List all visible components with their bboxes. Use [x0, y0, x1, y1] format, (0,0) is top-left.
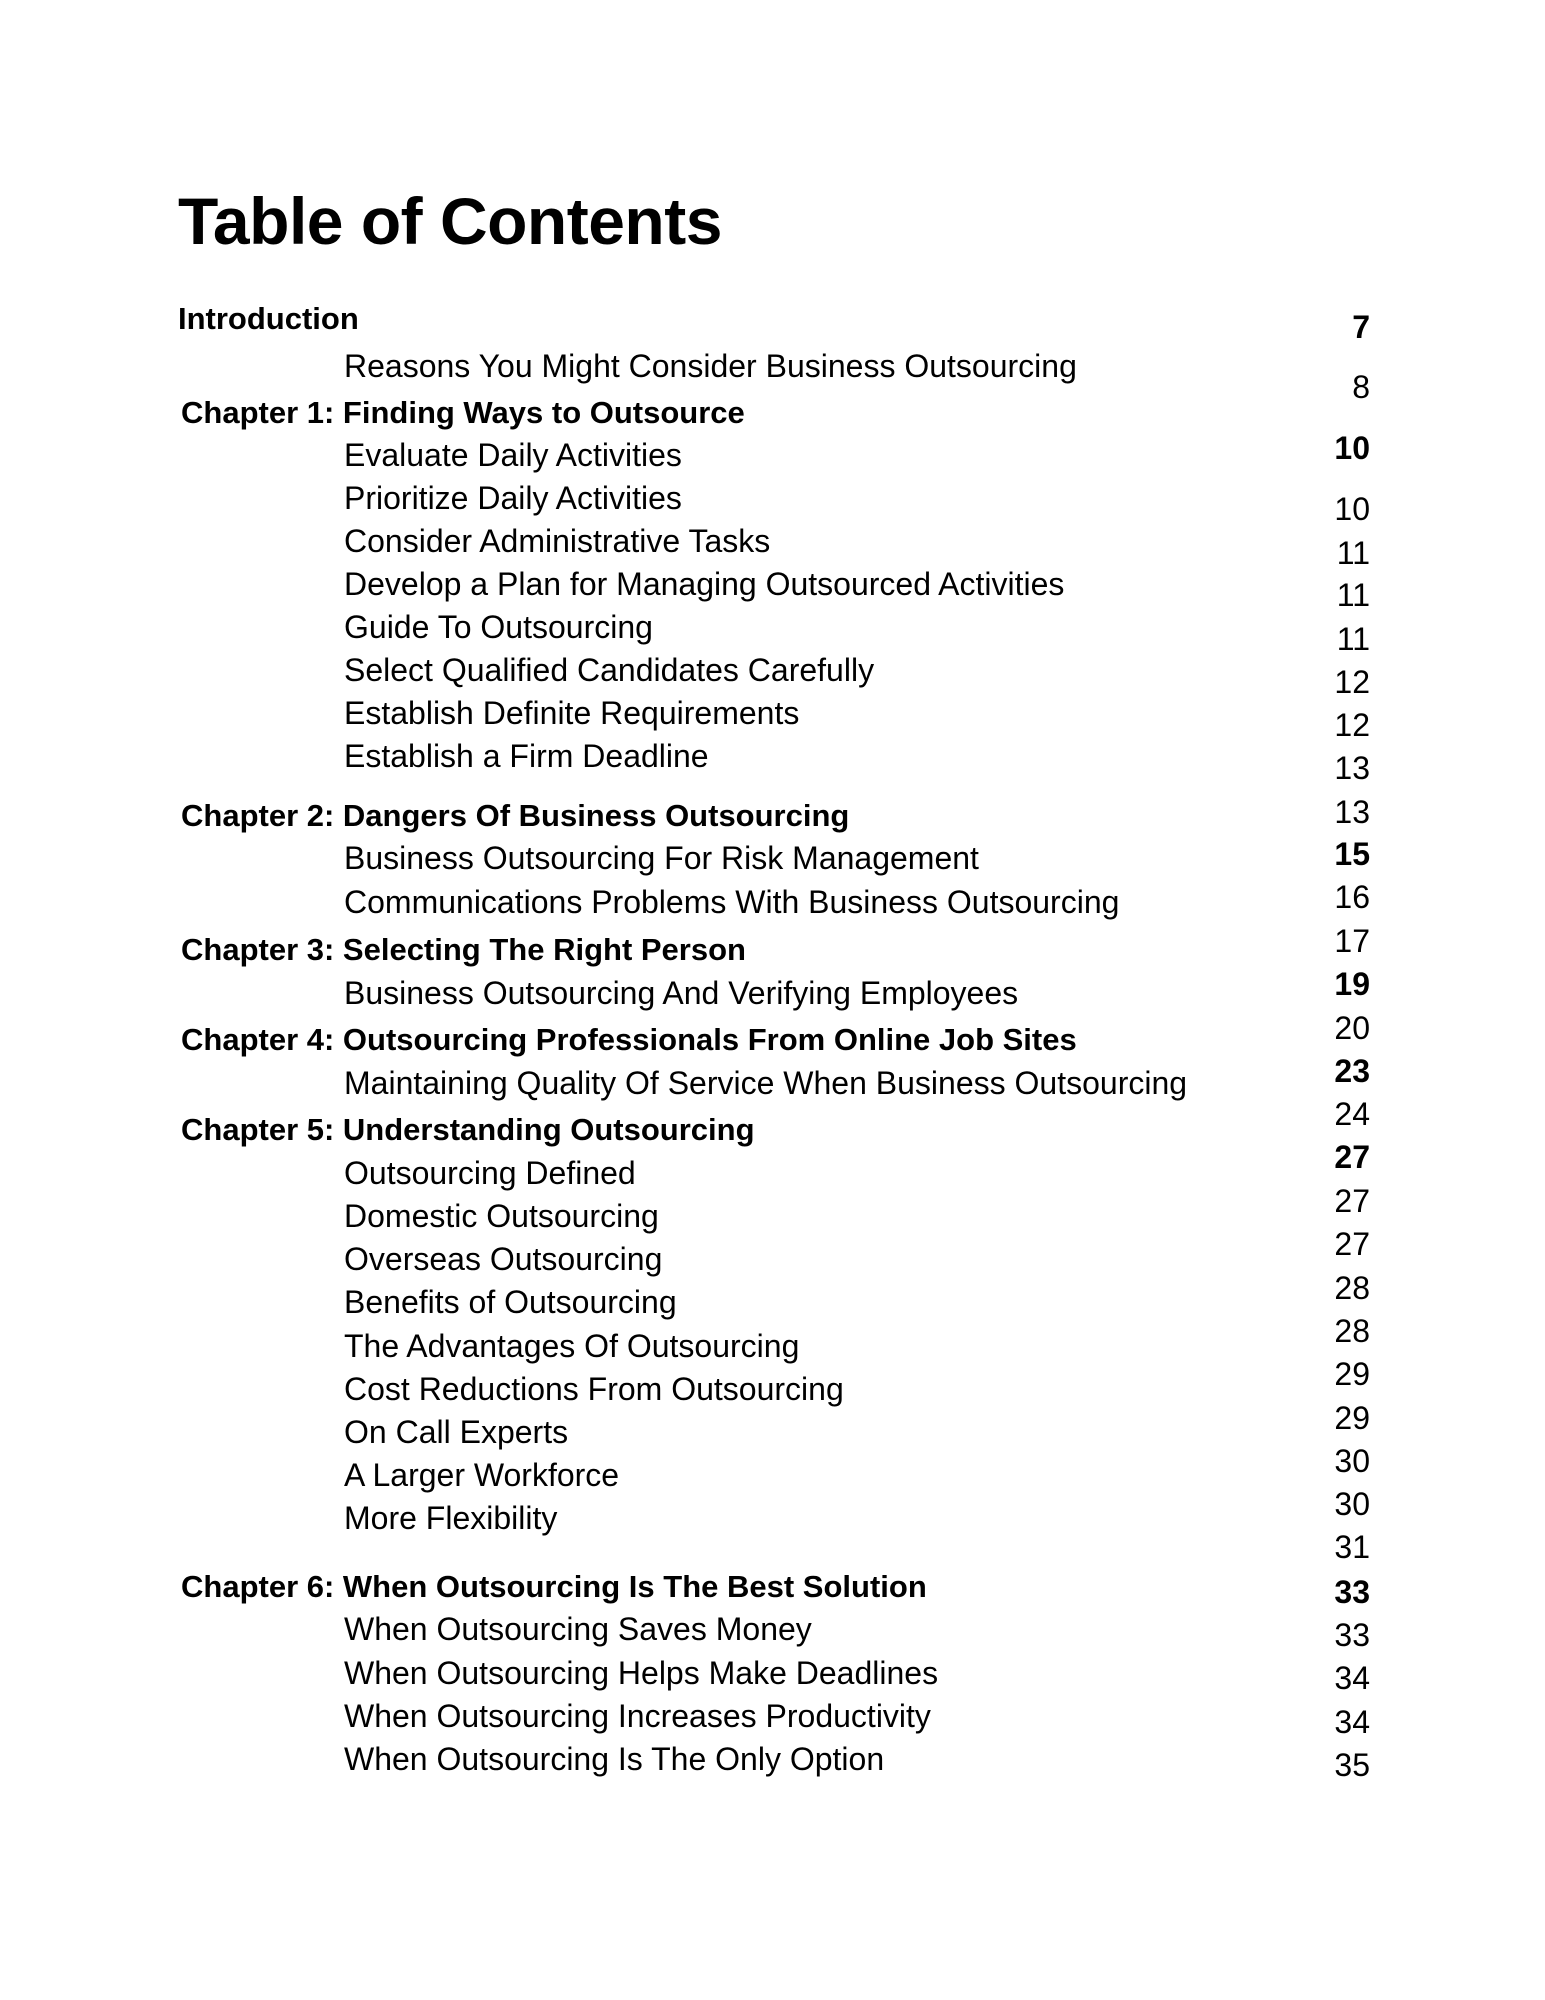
toc-page-number: 27 [1334, 1183, 1370, 1219]
toc-section-title: Overseas Outsourcing [344, 1241, 663, 1277]
toc-page-number: 17 [1334, 923, 1370, 959]
toc-chapter-title: Chapter 3: Selecting The Right Person [181, 932, 746, 967]
toc-page-number: 10 [1334, 430, 1370, 466]
toc-page-number: 8 [1352, 369, 1370, 405]
toc-page-number: 24 [1334, 1096, 1370, 1132]
toc-page-number: 12 [1334, 707, 1370, 743]
toc-page-number: 29 [1334, 1400, 1370, 1436]
toc-chapter-title: Introduction [178, 301, 359, 336]
toc-section-title: Establish Definite Requirements [344, 695, 800, 731]
toc-section-title: Develop a Plan for Managing Outsourced Activities [344, 566, 1065, 602]
toc-section-title: When Outsourcing Is The Only Option [344, 1741, 885, 1777]
toc-page-number: 27 [1334, 1226, 1370, 1262]
toc-page-number: 27 [1334, 1139, 1370, 1175]
toc-section-title: Establish a Firm Deadline [344, 738, 709, 774]
toc-page-number: 19 [1334, 966, 1370, 1002]
toc-section-title: Select Qualified Candidates Carefully [344, 652, 875, 688]
toc-page-number: 33 [1334, 1617, 1370, 1653]
toc-section-title: Communications Problems With Business Outsourcing [344, 884, 1120, 920]
toc-page-number: 12 [1334, 664, 1370, 700]
toc-section-title: When Outsourcing Increases Productivity [344, 1698, 931, 1734]
toc-chapter-title: Chapter 6: When Outsourcing Is The Best Solution [181, 1569, 927, 1604]
toc-page-number: 13 [1334, 794, 1370, 830]
toc-page-number: 23 [1334, 1053, 1370, 1089]
toc-page-number: 33 [1334, 1574, 1370, 1610]
toc-section-title: Business Outsourcing And Verifying Employees [344, 975, 1019, 1011]
toc-page-number: 28 [1334, 1313, 1370, 1349]
toc-chapter-title: Chapter 5: Understanding Outsourcing [181, 1112, 755, 1147]
toc-page-number: 31 [1334, 1529, 1370, 1565]
toc-section-title: When Outsourcing Saves Money [344, 1611, 812, 1647]
toc-section-title: A Larger Workforce [344, 1457, 620, 1493]
toc-section-title: Evaluate Daily Activities [344, 437, 682, 473]
toc-section-title: Consider Administrative Tasks [344, 523, 771, 559]
toc-section-title: Outsourcing Defined [344, 1155, 636, 1191]
toc-chapter-title: Chapter 2: Dangers Of Business Outsourcing [181, 798, 850, 833]
page-title: Table of Contents [178, 184, 722, 258]
toc-section-title: When Outsourcing Helps Make Deadlines [344, 1655, 939, 1691]
toc-section-title: The Advantages Of Outsourcing [344, 1328, 800, 1364]
toc-section-title: Prioritize Daily Activities [344, 480, 682, 516]
toc-page-number: 35 [1334, 1747, 1370, 1783]
toc-section-title: Reasons You Might Consider Business Outsourcing [344, 348, 1077, 384]
toc-page-number: 29 [1334, 1356, 1370, 1392]
toc-section-title: Domestic Outsourcing [344, 1198, 659, 1234]
toc-section-title: Guide To Outsourcing [344, 609, 653, 645]
toc-page-number: 7 [1352, 309, 1370, 345]
toc-section-title: Business Outsourcing For Risk Management [344, 840, 979, 876]
toc-page-number: 11 [1336, 621, 1370, 657]
toc-section-title: More Flexibility [344, 1500, 558, 1536]
toc-section-title: Benefits of Outsourcing [344, 1284, 677, 1320]
toc-page-number: 30 [1334, 1443, 1370, 1479]
toc-chapter-title: Chapter 1: Finding Ways to Outsource [181, 395, 745, 430]
toc-section-title: Cost Reductions From Outsourcing [344, 1371, 844, 1407]
toc-page-number: 34 [1334, 1704, 1370, 1740]
toc-page-number: 13 [1334, 750, 1370, 786]
toc-section-title: On Call Experts [344, 1414, 569, 1450]
toc-page-number: 15 [1334, 836, 1370, 872]
toc-section-title: Maintaining Quality Of Service When Business Outsourcing [344, 1065, 1188, 1101]
toc-page-number: 11 [1336, 577, 1370, 613]
toc-page-number: 28 [1334, 1270, 1370, 1306]
toc-page-number: 11 [1336, 535, 1370, 571]
toc-page-number: 34 [1334, 1660, 1370, 1696]
toc-chapter-title: Chapter 4: Outsourcing Professionals From Online Job Sites [181, 1022, 1077, 1057]
toc-page-number: 30 [1334, 1486, 1370, 1522]
toc-page-number: 10 [1334, 491, 1370, 527]
toc-page-number: 16 [1334, 879, 1370, 915]
toc-page-number: 20 [1334, 1010, 1370, 1046]
